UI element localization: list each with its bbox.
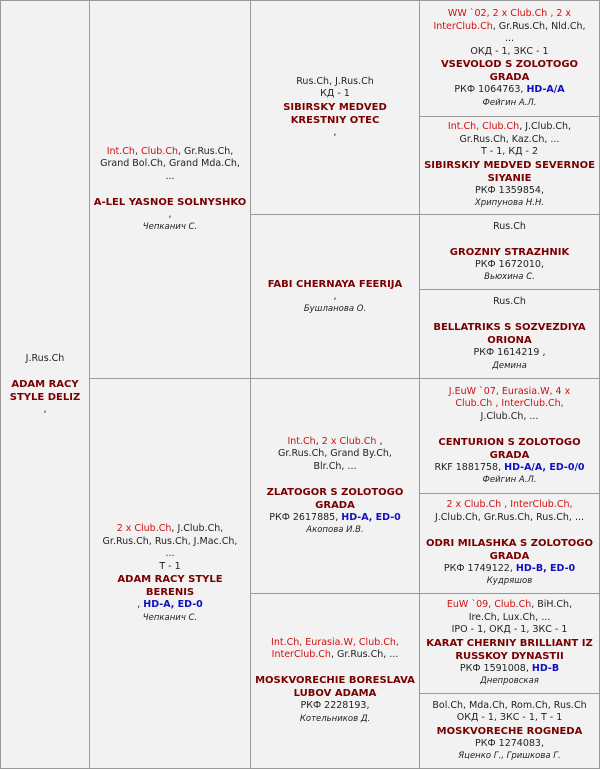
dss-cell <box>419 378 600 494</box>
field-dds-owner: Днепровская <box>480 676 539 687</box>
field-sire-t1: Int.Ch <box>106 145 135 157</box>
field-ds-reg: РКФ 2617885, <box>269 511 342 523</box>
dsd-name[interactable]: ODRI MILASHKA S ZOLOTOGO GRADA <box>425 537 593 562</box>
field-sds-t1: Rus.Ch <box>493 220 526 232</box>
text-line <box>137 599 203 612</box>
dd-name[interactable]: MOSKVORECHIE BORESLAVA LUBOV ADAMA <box>255 675 415 700</box>
field-ssd-owner: Хрипунова Н.Н. <box>474 198 545 209</box>
field-dam-t1: 2 x Club.Ch <box>116 523 172 534</box>
field-ds-owner: Акопова И.В. <box>306 525 364 535</box>
field-dds-t2: , BiH.Ch, <box>531 599 573 611</box>
text-line <box>508 233 511 246</box>
sd-name[interactable]: FABI CHERNAYA FEERIJA <box>267 278 403 290</box>
field-dd-t1: Int.Ch, Eurasia.W, Club.Ch, <box>271 636 399 648</box>
text-line <box>454 84 564 97</box>
sire-owner: Чепканич С. <box>142 222 198 232</box>
field-dss-t3: J.Club.Ch, ... <box>480 410 539 422</box>
field-ssd-t2: , J.Club.Ch, <box>519 121 572 133</box>
field-sd-owner: Бушланова О. <box>303 304 367 314</box>
field-dsd-t1: 2 x Club.Ch , InterClub.Ch, <box>446 499 573 511</box>
text-line <box>460 663 559 676</box>
field-ddd-owner: Яценко Г., Гришкова Г. <box>458 751 561 761</box>
ss-cell <box>250 0 420 215</box>
field-dam-t4: ... <box>165 548 175 559</box>
field-ssd-t3: Gr.Rus.Ch, Kaz.Ch, ... <box>459 133 560 145</box>
dog-name[interactable]: ADAM RACY STYLE DELIZ <box>9 378 81 403</box>
dd-cell <box>250 593 420 769</box>
sds-name[interactable]: GROZNIY STRAZHNIK <box>449 246 570 258</box>
dam-cell <box>89 378 251 769</box>
dds-cell <box>419 593 600 694</box>
text-line <box>333 662 336 675</box>
text-line <box>333 473 336 486</box>
field-dds-reg: РКФ 1591008, <box>459 662 532 674</box>
field-sire-suffix: , <box>168 208 172 220</box>
field-sss-t1: WW `02, 2 x Club.Ch , 2 x <box>447 8 572 19</box>
field-dds-hd: HD-B <box>531 662 560 674</box>
text-line <box>272 649 399 662</box>
dsd-cell <box>419 493 600 594</box>
field-sds-owner: Вьюхина С. <box>484 272 535 282</box>
text-line <box>448 121 571 134</box>
field-ddd-t2: ОКД - 1, ЗКС - 1, Т - 1 <box>456 712 563 723</box>
field-ss-suffix: , <box>333 126 337 138</box>
ddd-cell <box>419 693 600 769</box>
sss-name[interactable]: VSEVOLOD S ZOLOTOGO GRADA <box>440 59 579 83</box>
field-dam-hd: HD-A, ED-0 <box>143 599 203 610</box>
field-sss-hd: HD-A/A <box>526 84 565 95</box>
field-sss-t3: , Gr.Rus.Ch, Nld.Ch, <box>492 20 586 32</box>
text-line <box>433 21 585 34</box>
ss-name[interactable]: SIBIRSKY MEDVED KRESTNIY OTEC <box>283 101 387 126</box>
field-sire-t5: ... <box>165 170 175 182</box>
field-ds-t4: , <box>376 435 383 447</box>
field-ss-t2: КД - 1 <box>320 88 350 100</box>
field-dam-t2: , J.Club.Ch, <box>171 523 224 534</box>
field-ssd-reg: РКФ 1359854, <box>474 184 544 196</box>
field-dam-t5: Т - 1 <box>159 560 181 572</box>
sss-cell <box>419 0 600 117</box>
text-line: Int.Ch, Club.Ch, Gr.Rus.Ch, <box>106 145 234 157</box>
ds-name[interactable]: ZLATOGOR S ZOLOTOGO GRADA <box>266 486 404 511</box>
ssd-name[interactable]: SIBIRSKIY MEDVED SEVERNOE SIYANIE <box>424 159 595 184</box>
field-ssd-t4: Т - 1, КД - 2 <box>480 146 539 158</box>
field-ds-t2: , <box>315 435 322 447</box>
text-line <box>508 309 511 322</box>
text-line <box>508 423 511 436</box>
field-dsd-reg: РКФ 1749122, <box>443 562 516 574</box>
sdd-cell <box>419 289 600 379</box>
field-ddd-reg: РКФ 1274083, <box>474 737 544 749</box>
dss-name[interactable]: CENTURION S ZOLOTOGO GRADA <box>438 436 581 461</box>
text-line <box>434 462 584 475</box>
text-line <box>269 512 401 525</box>
field-dd-owner: Котельников Д. <box>299 713 371 724</box>
field-ds-t5: Gr.Rus.Ch, Grand By.Ch, <box>278 448 392 459</box>
field-dss-owner: Фейгин А.Л. <box>482 475 537 485</box>
text-line <box>168 183 171 196</box>
field-ss-t1: Rus.Ch, J.Rus.Ch <box>296 75 374 87</box>
field-sds-reg: РКФ 1672010, <box>474 258 544 270</box>
field-sdd-t1: Rus.Ch <box>493 296 526 307</box>
field-ds-t6: Blr.Ch, ... <box>313 460 357 472</box>
field-dsd-hd: HD-B, ED-0 <box>515 562 576 574</box>
ddd-name[interactable]: MOSKVORECHE ROGNEDA <box>436 725 583 737</box>
dds-name[interactable]: KARAT CHERNIY BRILLIANT IZ RUSSKOY DYNASTII <box>426 637 593 662</box>
dog-suffix: , <box>43 403 47 415</box>
field-sdd-owner: Демина <box>492 360 527 371</box>
field-dss-reg: RKF 1881758, <box>434 461 505 473</box>
sd-cell <box>250 214 420 379</box>
field-sire-t2: Club.Ch <box>140 145 178 157</box>
field-dss-t2: Club.Ch , InterClub.Ch, <box>455 398 564 409</box>
field-ds-t1: Int.Ch <box>287 435 316 447</box>
field-ssd-t1: Int.Ch, Club.Ch <box>447 121 520 133</box>
field-dd-t2: InterClub.Ch <box>271 649 331 661</box>
field-dam-pre: , <box>137 599 141 610</box>
field-sss-t2: InterClub.Ch <box>433 20 493 32</box>
text-line <box>43 365 46 378</box>
field-ddd-t1: Bol.Ch, Mda.Ch, Rom.Ch, Rus.Ch <box>432 699 587 711</box>
field-sire-t4: Grand Bol.Ch, Grand Mda.Ch, <box>100 158 240 169</box>
sire-name[interactable]: A-LEL YASNOE SOLNYSHKO <box>93 196 247 208</box>
field-dds-t3: Ire.Ch, Lux.Ch, ... <box>468 611 551 623</box>
field-sire-t3: , Gr.Rus.Ch, <box>177 145 234 157</box>
dog-titles: J.Rus.Ch <box>25 352 65 364</box>
text-line <box>117 523 224 536</box>
dam-owner: Чепканич С. <box>142 612 198 623</box>
field-ds-t3: 2 x Club.Ch <box>321 435 377 447</box>
field-dsd-owner: Кудряшов <box>486 576 533 587</box>
field-dd-t3: , Gr.Rus.Ch, ... <box>330 649 399 661</box>
ds-cell <box>250 378 420 594</box>
field-sss-reg: РКФ 1064763, <box>454 84 527 95</box>
field-dss-t1: J.EuW `07, Eurasia.W, 4 x <box>448 385 571 397</box>
dog-cell <box>0 0 90 769</box>
text-line <box>287 436 382 449</box>
field-sss-owner: Фейгин А.Л. <box>482 97 537 108</box>
field-dss-hd: HD-A/A, ED-0/0 <box>504 461 585 473</box>
field-dds-t4: IPO - 1, ОКД - 1, ЗКС - 1 <box>451 624 568 636</box>
field-sss-t4: ... <box>504 33 515 44</box>
field-sss-t5: ОКД - 1, ЗКС - 1 <box>470 45 549 57</box>
text-line <box>444 563 575 576</box>
field-sd-suffix: , <box>333 290 337 302</box>
field-dam-t3: Gr.Rus.Ch, Rus.Ch, J.Mac.Ch, <box>102 535 238 547</box>
text-line <box>508 524 511 537</box>
text-line <box>447 599 572 612</box>
sds-cell <box>419 214 600 290</box>
field-ds-hd: HD-A, ED-0 <box>341 511 401 523</box>
ssd-cell <box>419 116 600 215</box>
sire-cell <box>89 0 251 379</box>
field-dds-t1: EuW `09, Club.Ch <box>446 599 532 611</box>
field-dsd-t2: J.Club.Ch, Gr.Rus.Ch, Rus.Ch, ... <box>434 511 585 523</box>
sdd-name[interactable]: BELLATRIKS S SOZVEZDIYA ORIONA <box>433 322 586 346</box>
dam-name[interactable]: ADAM RACY STYLE BERENIS <box>117 574 223 598</box>
field-sdd-reg: РКФ 1614219 , <box>473 347 546 358</box>
field-dd-reg: РКФ 2228193, <box>300 700 370 712</box>
